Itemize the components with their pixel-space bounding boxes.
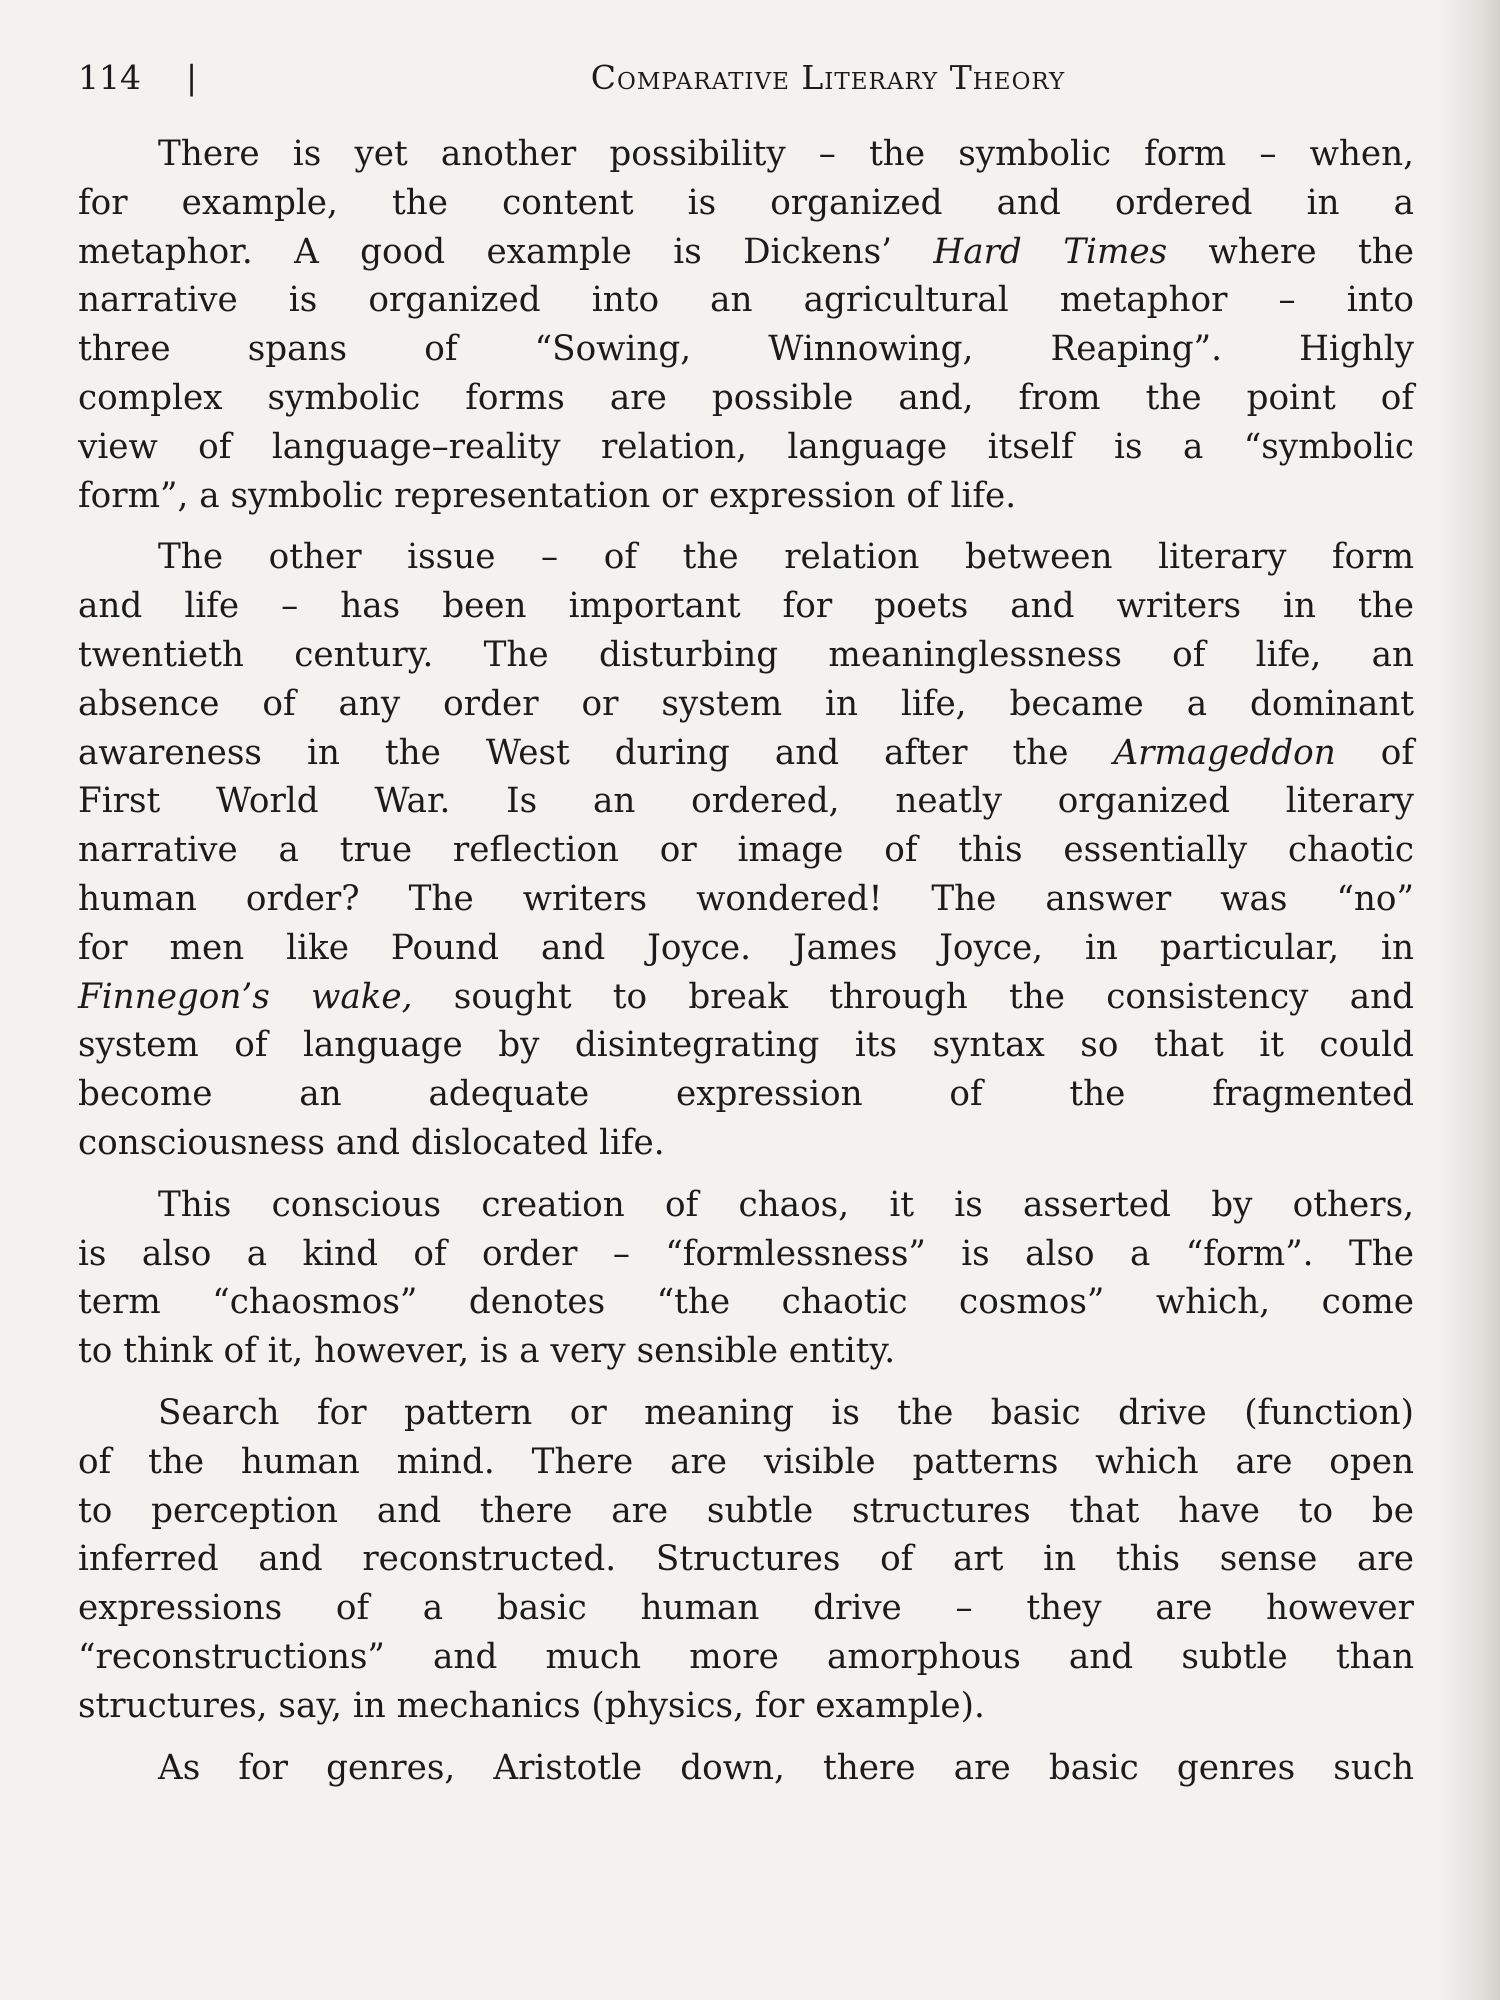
text-line <box>78 1327 1414 1376</box>
text-segment: metaphor. A good example is Dickens’ <box>78 231 934 272</box>
text-segment: There is yet another possibility – the symbolic form – when, <box>158 134 1414 174</box>
paragraph <box>78 1389 1414 1731</box>
text-line <box>78 1181 1414 1230</box>
text-line <box>78 1389 1414 1438</box>
text-segment: absence of any order or system in life, became a dominant <box>78 683 1414 724</box>
text-line <box>78 1584 1414 1633</box>
text-segment: for men like Pound and Joyce. James Joyce, in particular, in <box>78 927 1414 968</box>
text-segment: expressions of a basic human drive – they are however <box>78 1588 1414 1629</box>
text-segment: view of language–reality relation, language itself is a “symbolic <box>78 426 1414 467</box>
text-segment: to perception and there are subtle structures that have to be <box>78 1490 1414 1531</box>
text-segment: human order? The writers wondered! The answer was “no” <box>78 878 1414 919</box>
text-line <box>78 1487 1414 1536</box>
text-segment: structures, say, in mechanics (physics, for example). <box>78 1685 985 1726</box>
text-segment: First World War. Is an ordered, neatly organized literary <box>78 781 1414 822</box>
text-line <box>78 130 1414 179</box>
page-number: 114 <box>78 58 141 97</box>
text-line <box>78 533 1414 582</box>
text-line <box>78 729 1414 778</box>
text-line <box>78 276 1414 325</box>
italic-title: Finnegon’s wake, <box>78 976 413 1017</box>
text-segment: term “chaosmos” denotes “the chaotic cosmos” which, come <box>78 1282 1414 1323</box>
text-segment: become an adequate expression of the fragmented <box>78 1074 1414 1115</box>
text-segment: system of language by disintegrating its syntax so that it could <box>78 1025 1414 1066</box>
text-segment: twentieth century. The disturbing meaninglessness of life, an <box>78 634 1414 675</box>
text-segment: of the human mind. There are visible patterns which are open <box>78 1441 1414 1482</box>
text-segment: This conscious creation of chaos, it is asserted by others, <box>158 1184 1414 1225</box>
text-line <box>78 875 1414 924</box>
text-line <box>78 179 1414 228</box>
text-line <box>78 1119 1414 1168</box>
running-header <box>78 58 1418 108</box>
text-line <box>78 582 1414 631</box>
text-segment: narrative is organized into an agricultural metaphor – into <box>78 280 1414 321</box>
text-line <box>78 1021 1414 1070</box>
text-line <box>78 472 1414 521</box>
text-segment: of <box>1335 732 1414 773</box>
text-line <box>78 1682 1414 1731</box>
paragraph <box>78 1181 1414 1376</box>
text-line <box>78 1744 1414 1793</box>
text-segment: and life – has been important for poets and writers in the <box>78 586 1414 627</box>
text-segment: to think of it, however, is a very sensible entity. <box>78 1331 896 1372</box>
paragraph <box>78 130 1414 520</box>
page-edge-shadow <box>1440 0 1500 2000</box>
text-line <box>78 374 1414 423</box>
text-segment: sought to break through the consistency and <box>412 976 1414 1017</box>
text-segment: As for genres, Aristotle down, there are basic genres such <box>158 1747 1414 1788</box>
text-segment: Search for pattern or meaning is the basic drive (function) <box>158 1392 1414 1433</box>
text-segment: narrative a true reflection or image of this essentially chaotic <box>78 830 1414 871</box>
text-line <box>78 777 1414 826</box>
italic-title: Armageddon <box>1113 732 1336 773</box>
text-line <box>78 826 1414 875</box>
italic-title: Hard Times <box>933 231 1168 272</box>
text-line <box>78 423 1414 472</box>
text-segment: three spans of “Sowing, Winnowing, Reaping”. Highly <box>78 329 1414 370</box>
text-segment: for example, the content is organized and ordered in a <box>78 182 1414 223</box>
text-line <box>78 1278 1414 1327</box>
text-line <box>78 1438 1414 1487</box>
text-line <box>78 973 1414 1022</box>
text-line <box>78 1633 1414 1682</box>
paragraph <box>78 533 1414 1167</box>
text-line <box>78 1230 1414 1279</box>
text-line <box>78 228 1414 277</box>
header-separator: | <box>186 58 198 97</box>
text-segment: where the <box>1167 231 1414 272</box>
text-line <box>78 924 1414 973</box>
text-line <box>78 1535 1414 1584</box>
paragraph <box>78 1744 1414 1793</box>
text-segment: The other issue – of the relation between literary form <box>158 537 1414 578</box>
text-segment: is also a kind of order – “formlessness” is also a “form”. The <box>78 1233 1414 1274</box>
body-text <box>78 130 1414 1805</box>
text-segment: complex symbolic forms are possible and, from the point of <box>78 377 1414 418</box>
text-segment: “reconstructions” and much more amorphous and subtle than <box>78 1636 1414 1677</box>
text-segment: inferred and reconstructed. Structures of art in this sense are <box>78 1539 1414 1580</box>
text-segment: consciousness and dislocated life. <box>78 1122 665 1163</box>
text-segment: awareness in the West during and after the <box>78 732 1114 773</box>
running-title: Comparative Literary Theory <box>590 58 1066 97</box>
text-line <box>78 325 1414 374</box>
text-segment: form”, a symbolic representation or expression of life. <box>78 475 1017 516</box>
text-line <box>78 631 1414 680</box>
text-line <box>78 680 1414 729</box>
text-line <box>78 1070 1414 1119</box>
